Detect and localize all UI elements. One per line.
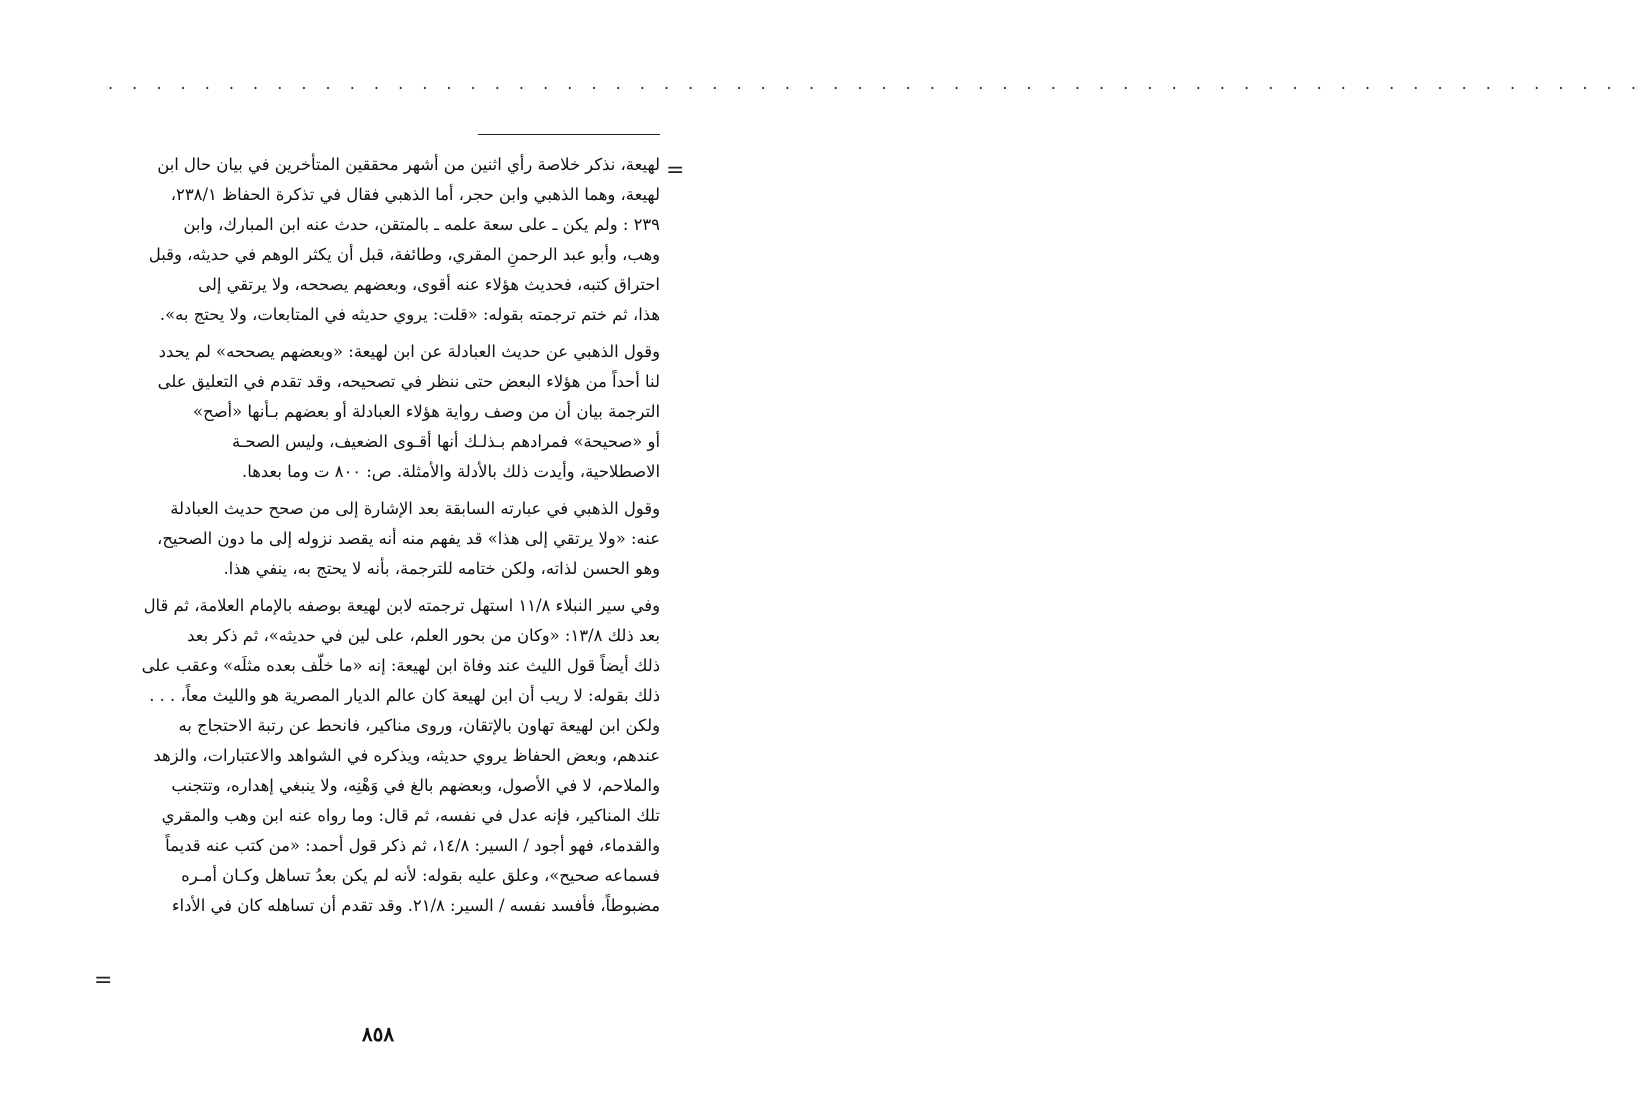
text-line: ولكن ابن لهيعة تهاون بالإتقان، وروى مناكير، فانحط عن رتبة الاحتجاج به — [178, 716, 660, 735]
text-line: والقدماء، فهو أجود / السير: ١٤/٨، ثم ذكر قول أحمد: «من كتب عنه قديماً — [165, 836, 660, 855]
text-line: وهب، وأبو عبد الرحمنِ المقري، وطائفة، قبل أن يكثر الوهم في حديثه، وقبل — [148, 245, 660, 264]
text-line: لنا أحداً من هؤلاء البعض حتى ننظر في تصحيحه، وقد تقدم في التعليق على — [157, 372, 660, 391]
continuation-marker-end: = — [94, 968, 113, 993]
text-line: احتراق كتبه، فحديث هؤلاء عنه أقوى، وبعضهم يصححه، ولا يرتقي إلى — [198, 275, 660, 294]
footnote-separator-rule — [478, 134, 660, 135]
text-line: مضبوطاً، فأفسد نفسه / السير: ٢١/٨. وقد تقدم أن تساهله كان في الأداء — [171, 896, 660, 915]
continuation-marker-start: = — [666, 158, 685, 183]
text-line: وفي سير النبلاء ١١/٨ استهل ترجمته لابن لهيعة بوصفه بالإمام العلامة، ثم قال — [143, 596, 660, 615]
page-number: ٨٥٨ — [361, 1022, 395, 1046]
paragraph-1 — [100, 150, 660, 330]
text-line: لهيعة، نذكر خلاصة رأي اثنين من أشهر محققين المتأخرين في بيان حال ابن — [157, 155, 660, 174]
paragraph-3 — [100, 494, 660, 584]
footnote-body — [100, 150, 660, 921]
text-line: ذلك أيضاً قول الليث عند وفاة ابن لهيعة: إنه «ما خلّف بعده مثلَه» وعقب على — [141, 656, 660, 675]
paragraph-4 — [100, 591, 660, 921]
text-line: الاصطلاحية، وأيدت ذلك بالأدلة والأمثلة. ص: ٨٠٠ ت وما بعدها. — [241, 462, 660, 481]
text-line: ٢٣٩ : ولم يكن ـ على سعة علمه ـ بالمتقن، حدث عنه ابن المبارك، وابن — [183, 215, 660, 234]
text-line: هذا، ثم ختم ترجمته بقوله: «قلت: يروي حديثه في المتابعات، ولا يحتج به». — [159, 305, 660, 324]
text-line: وهو الحسن لذاته، ولكن ختامه للترجمة، بأنه لا يحتج به، ينفي هذا. — [223, 559, 660, 578]
text-line: لهيعة، وهما الذهبي وابن حجر، أما الذهبي فقال في تذكرة الحفاظ ٢٣٨/١، — [170, 185, 660, 204]
text-line: وقول الذهبي عن حديث العبادلة عن ابن لهيعة: «وبعضهم يصححه» لم يحدد — [158, 342, 660, 361]
text-line: والملاحم، لا في الأصول، وبعضهم بالغ في وَهْنِه، ولا ينبغي إهداره، وتتجنب — [171, 776, 660, 795]
text-line: تلك المناكير، فإنه عدل في نفسه، ثم قال: وما رواه عنه ابن وهب والمقري — [161, 806, 660, 825]
text-line: عندهم، وبعض الحفاظ يروي حديثه، ويذكره في الشواهد والاعتبارات، والزهد — [153, 746, 660, 765]
text-line: عنه: «ولا يرتقي إلى هذا» قد يفهم منه أنه يقصد نزوله إلى ما دون الصحيح، — [157, 529, 660, 548]
text-line: ذلك بقوله: لا ريب أن ابن لهيعة كان عالم الديار المصرية هو والليث معاً، . . . — [149, 686, 660, 705]
text-line: وقول الذهبي في عبارته السابقة بعد الإشارة إلى من صحح حديث العبادلة — [170, 499, 660, 518]
text-line: الترجمة بيان أن من وصف رواية هؤلاء العبادلة أو بعضهم بـأنها «أصح» — [193, 402, 660, 421]
text-line: بعد ذلك ١٣/٨: «وكان من بحور العلم، على لين في حديثه»، ثم ذكر بعد — [187, 626, 660, 645]
header-dot-leader: . . . . . . . . . . . . . . . . . . . . . . . . . . . . . . . . . . . . . . . . . . . . . . . . . . . . . . . . . . . . . . . . — [108, 74, 1643, 93]
paragraph-2 — [100, 337, 660, 487]
text-line: أو «صحيحة» فمرادهم بـذلـك أنها أقـوى الضعيف، وليس الصحـة — [231, 432, 660, 451]
text-line: فسماعه صحيح»، وعلق عليه بقوله: لأنه لم يكن بعدُ تساهل وكـان أمـره — [181, 866, 660, 885]
